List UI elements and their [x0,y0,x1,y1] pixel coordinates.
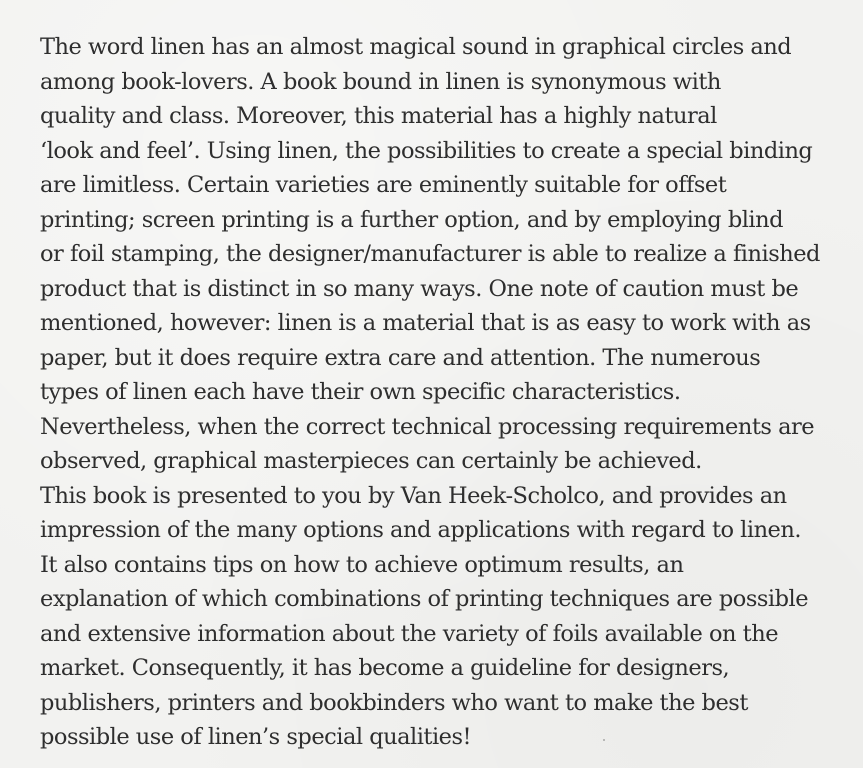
scan-speck [603,739,605,741]
text-line: or foil stamping, the designer/manufacturer is able to realize a finished [40,241,820,267]
text-line: paper, but it does require extra care and attention. The numerous [40,344,761,371]
text-line: are limitless. Certain varieties are eminently suitable for offset [40,172,727,198]
text-line: observed, graphical masterpieces can certainly be achieved. [40,448,702,474]
text-line: This book is presented to you by Van Heek-Scholco, and provides an [40,482,787,509]
scan-speck [511,286,513,288]
text-line: It also contains tips on how to achieve optimum results, an [40,551,684,578]
text-line: market. Consequently, it has become a guideline for designers, [40,655,730,681]
text-line: and extensive information about the variety of foils available on the [40,620,779,647]
text-line: Nevertheless, when the correct technical processing requirements are [40,413,815,440]
text-line: mentioned, however: linen is a material that is as easy to work with as [40,310,811,336]
text-line: publishers, printers and bookbinders who want to make the best [40,689,748,716]
text-line: among book-lovers. A book bound in linen is synonymous with [40,68,721,95]
text-line: possible use of linen’s special qualities! [40,724,472,750]
text-line: explanation of which combinations of printing techniques are possible [40,586,809,612]
text-line: product that is distinct in so many ways. One note of caution must be [40,275,799,302]
text-line: printing; screen printing is a further option, and by employing blind [40,206,784,233]
body-text [40,30,840,755]
text-line: quality and class. Moreover, this material has a highly natural [40,103,717,129]
text-line: The word linen has an almost magical sound in graphical circles and [40,34,792,60]
text-line: types of linen each have their own specific characteristics. [40,379,681,405]
text-line: impression of the many options and applications with regard to linen. [40,517,802,543]
text-line: ‘look and feel’. Using linen, the possibilities to create a special binding [40,137,813,164]
